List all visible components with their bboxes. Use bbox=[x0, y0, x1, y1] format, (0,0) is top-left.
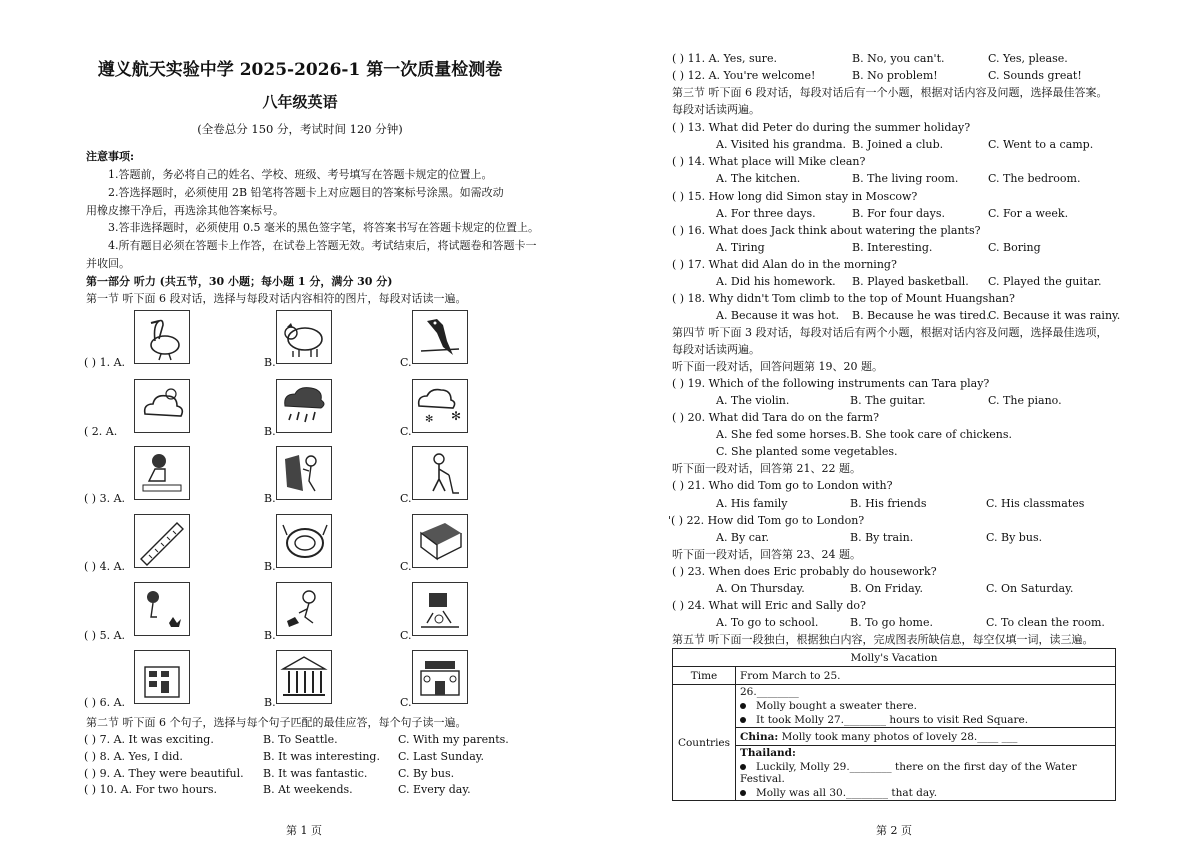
q20-b: B. She took care of chickens. bbox=[850, 428, 1013, 441]
q6-b: B. bbox=[264, 696, 276, 709]
q8-b: B. It was interesting. bbox=[263, 750, 380, 763]
china-row bbox=[736, 728, 1116, 746]
q1-c: C. bbox=[400, 356, 412, 369]
q6-label: ( ) 6. A. bbox=[84, 696, 126, 709]
bullet-icon bbox=[740, 764, 746, 770]
q18-c: C. Because it was rainy. bbox=[988, 309, 1121, 322]
q21-b: B. His friends bbox=[850, 497, 927, 510]
svg-text:✻: ✻ bbox=[451, 409, 462, 423]
q15: ( ) 15. How long did Simon stay in Moscow? bbox=[672, 190, 918, 203]
q23-a: A. On Thursday. bbox=[716, 582, 805, 595]
q9-b: B. It was fantastic. bbox=[263, 767, 368, 780]
q12-b: B. No problem! bbox=[852, 69, 938, 82]
q6-c: C. bbox=[400, 696, 412, 709]
q24-b: B. To go home. bbox=[850, 616, 933, 629]
q10-b: B. At weekends. bbox=[263, 783, 353, 796]
goose-picture bbox=[134, 310, 190, 364]
q15-a: A. For three days. bbox=[716, 207, 816, 220]
q13: ( ) 13. What did Peter do during the summer holiday? bbox=[672, 121, 971, 134]
q8-c: C. Last Sunday. bbox=[398, 750, 484, 763]
q11-b: B. No, you can't. bbox=[852, 52, 945, 65]
q23-b: B. On Friday. bbox=[850, 582, 923, 595]
q2-label: ( 2. A. bbox=[84, 425, 118, 438]
q24-a: A. To go to school. bbox=[716, 616, 819, 629]
q11-c: C. Yes, please. bbox=[988, 52, 1068, 65]
time-value: From March to 25. bbox=[736, 667, 1116, 685]
q14-c: C. The bedroom. bbox=[988, 172, 1081, 185]
q13-b: B. Joined a club. bbox=[852, 138, 944, 151]
section4-note: 每段对话读两遍。 bbox=[672, 343, 760, 356]
page-number: 第 2 页 bbox=[876, 824, 912, 837]
library-building-picture bbox=[134, 650, 190, 704]
girl-with-cat-picture bbox=[134, 582, 190, 636]
person-shopping-picture bbox=[276, 446, 332, 500]
exam-subtitle: 八年级英语 bbox=[262, 93, 338, 111]
watch-picture bbox=[276, 514, 332, 568]
q22-b: B. By train. bbox=[850, 531, 914, 544]
q3-b: B. bbox=[264, 492, 276, 505]
q5-label: ( ) 5. A. bbox=[84, 629, 126, 642]
q19: ( ) 19. Which of the following instruments can Tara play? bbox=[672, 377, 990, 390]
row-water-festival: Luckily, Molly 29.________ there on the first day of the Water Festival. bbox=[740, 761, 1077, 785]
note-line: 用橡皮擦干净后，再选涂其他答案标号。 bbox=[86, 204, 284, 217]
bullet-icon bbox=[740, 790, 746, 796]
page-number: 第 1 页 bbox=[286, 824, 322, 837]
messy-room-picture bbox=[412, 582, 468, 636]
dialogue3-intro: 听下面一段对话，回答第 23、24 题。 bbox=[672, 548, 861, 561]
q17-a: A. Did his homework. bbox=[716, 275, 836, 288]
q23: ( ) 23. When does Eric probably do housework? bbox=[672, 565, 937, 578]
note-line: 4.所有题目必须在答题卡上作答，在试卷上答题无效。考试结束后，将试题卷和答题卡一 bbox=[108, 239, 537, 252]
q10: ( ) 10. A. For two hours. bbox=[84, 783, 218, 796]
man-sweeping-picture bbox=[412, 446, 468, 500]
q18: ( ) 18. Why didn't Tom climb to the top of Mount Huangshan? bbox=[672, 292, 1015, 305]
q21-c: C. His classmates bbox=[986, 497, 1085, 510]
q16-a: A. Tiring bbox=[716, 241, 765, 254]
q11: ( ) 11. A. Yes, sure. bbox=[672, 52, 777, 65]
part1-heading: 第一部分 听力 (共五节，30 小题；每小题 1 分，满分 30 分) bbox=[86, 275, 393, 288]
q13-a: A. Visited his grandma. bbox=[716, 138, 847, 151]
q3-label: ( ) 3. A. bbox=[84, 492, 126, 505]
note-line: 3.答非选择题时，必须使用 0.5 毫米的黑色签字笔，将答案书写在答题卡规定的位置上。 bbox=[108, 221, 539, 234]
dialogue2-intro: 听下面一段对话，回答第 21、22 题。 bbox=[672, 462, 861, 475]
section2-heading: 第二节 听下面 6 个句子，选择与每个句子匹配的最佳应答，每个句子读一遍。 bbox=[86, 716, 467, 729]
q4-c: C. bbox=[400, 560, 412, 573]
time-label: Time bbox=[673, 667, 736, 685]
q14: ( ) 14. What place will Mike clean? bbox=[672, 155, 866, 168]
q5-b: B. bbox=[264, 629, 276, 642]
q16-b: B. Interesting. bbox=[852, 241, 933, 254]
q16: ( ) 16. What does Jack think about watering the plants? bbox=[672, 224, 981, 237]
q10-c: C. Every day. bbox=[398, 783, 471, 796]
q18-a: A. Because it was hot. bbox=[716, 309, 840, 322]
row-that-day: Molly was all 30.________ that day. bbox=[756, 787, 938, 799]
bullet-icon bbox=[740, 703, 746, 709]
china-label: China: bbox=[740, 730, 779, 743]
section3-note: 每段对话读两遍。 bbox=[672, 103, 760, 116]
q24-c: C. To clean the room. bbox=[986, 616, 1105, 629]
bullet-icon bbox=[740, 717, 746, 723]
china-text: Molly took many photos of lovely 28.____ ___ bbox=[778, 730, 1018, 743]
table-caption: Molly's Vacation bbox=[673, 649, 1116, 667]
section5-heading: 第五节 听下面一段独白，根据独白内容，完成图表所缺信息，每空仅填一词，读三遍。 bbox=[672, 633, 1094, 646]
q16-c: C. Boring bbox=[988, 241, 1041, 254]
restaurant-building-picture bbox=[412, 650, 468, 704]
q17-b: B. Played basketball. bbox=[852, 275, 969, 288]
snowy-picture bbox=[412, 379, 468, 433]
q9: ( ) 9. A. They were beautiful. bbox=[84, 767, 244, 780]
museum-building-picture bbox=[276, 650, 332, 704]
q22-a: A. By car. bbox=[716, 531, 769, 544]
dialogue1-intro: 听下面一段对话，回答问题第 19、20 题。 bbox=[672, 360, 883, 373]
q22-c: C. By bus. bbox=[986, 531, 1043, 544]
q1-b: B. bbox=[264, 356, 276, 369]
q23-c: C. On Saturday. bbox=[986, 582, 1074, 595]
q5-c: C. bbox=[400, 629, 412, 642]
q19-b: B. The guitar. bbox=[850, 394, 926, 407]
q17: ( ) 17. What did Alan do in the morning? bbox=[672, 258, 897, 271]
q1-label: ( ) 1. A. bbox=[84, 356, 126, 369]
score-note: (全卷总分 150 分，考试时间 120 分钟) bbox=[197, 122, 403, 136]
q19-a: A. The violin. bbox=[716, 394, 790, 407]
blank-26: 26.________ bbox=[740, 686, 799, 698]
q17-c: C. Played the guitar. bbox=[988, 275, 1102, 288]
q21-a: A. His family bbox=[716, 497, 788, 510]
countries-label: Countries bbox=[673, 685, 736, 801]
exam-title: 遵义航天实验中学 2025-2026-1 第一次质量检测卷 bbox=[97, 60, 503, 80]
q14-a: A. The kitchen. bbox=[716, 172, 801, 185]
q22: '( ) 22. How did Tom go to London? bbox=[668, 514, 865, 527]
q14-b: B. The living room. bbox=[852, 172, 959, 185]
note-line: 1.答题前，务必将自己的姓名、学校、班级、考号填写在答题卡规定的位置上。 bbox=[108, 168, 493, 181]
vacation-table bbox=[672, 648, 1116, 801]
q19-c: C. The piano. bbox=[988, 394, 1062, 407]
q20-c: C. She planted some vegetables. bbox=[716, 445, 898, 458]
note-line: 并收回。 bbox=[86, 257, 130, 270]
q18-b: B. Because he was tired. bbox=[852, 309, 990, 322]
q21: ( ) 21. Who did Tom go to London with? bbox=[672, 479, 893, 492]
row-sweater: Molly bought a sweater there. bbox=[756, 700, 917, 712]
notes-heading: 注意事项: bbox=[86, 150, 135, 163]
q24: ( ) 24. What will Eric and Sally do? bbox=[672, 599, 866, 612]
q20: ( ) 20. What did Tara do on the farm? bbox=[672, 411, 879, 424]
row-red-square: It took Molly 27.________ hours to visit Red Square. bbox=[756, 714, 1029, 726]
thailand-cell bbox=[736, 746, 1116, 801]
q9-c: C. By bus. bbox=[398, 767, 455, 780]
note-line: 2.答选择题时，必须使用 2B 铅笔将答题卡上对应题目的答案标号涂黑。如需改动 bbox=[108, 186, 504, 199]
q3-c: C. bbox=[400, 492, 412, 505]
q7-b: B. To Seattle. bbox=[263, 733, 338, 746]
q7-c: C. With my parents. bbox=[398, 733, 509, 746]
country-26-cell bbox=[736, 685, 1116, 728]
section1-heading: 第一节 听下面 6 段对话，选择与每段对话内容相符的图片，每段对话读一遍。 bbox=[86, 292, 467, 305]
cloudy-picture bbox=[134, 379, 190, 433]
q12-c: C. Sounds great! bbox=[988, 69, 1082, 82]
q2-c: C. bbox=[400, 425, 412, 438]
q2-b: B. bbox=[264, 425, 276, 438]
pig-picture bbox=[276, 310, 332, 364]
bird-picture bbox=[412, 310, 468, 364]
q13-c: C. Went to a camp. bbox=[988, 138, 1094, 151]
boy-reading-picture bbox=[134, 446, 190, 500]
q15-b: B. For four days. bbox=[852, 207, 945, 220]
section3-heading: 第三节 听下面 6 段对话，每段对话后有一个小题，根据对话内容及问题，选择最佳答案。 bbox=[672, 86, 1108, 99]
section4-heading: 第四节 听下面 3 段对话，每段对话后有两个小题，根据对话内容及问题，选择最佳选项， bbox=[672, 326, 1108, 339]
thailand-label: Thailand: bbox=[740, 747, 796, 759]
q20-a: A. She fed some horses. bbox=[716, 428, 850, 441]
q15-c: C. For a week. bbox=[988, 207, 1069, 220]
ruler-picture bbox=[134, 514, 190, 568]
book-picture bbox=[412, 514, 468, 568]
q4-label: ( ) 4. A. bbox=[84, 560, 126, 573]
q4-b: B. bbox=[264, 560, 276, 573]
q12: ( ) 12. A. You're welcome! bbox=[672, 69, 816, 82]
q7: ( ) 7. A. It was exciting. bbox=[84, 733, 214, 746]
svg-text:✻: ✻ bbox=[425, 414, 434, 425]
rainy-picture bbox=[276, 379, 332, 433]
girl-feeding-dog-picture bbox=[276, 582, 332, 636]
q8: ( ) 8. A. Yes, I did. bbox=[84, 750, 183, 763]
